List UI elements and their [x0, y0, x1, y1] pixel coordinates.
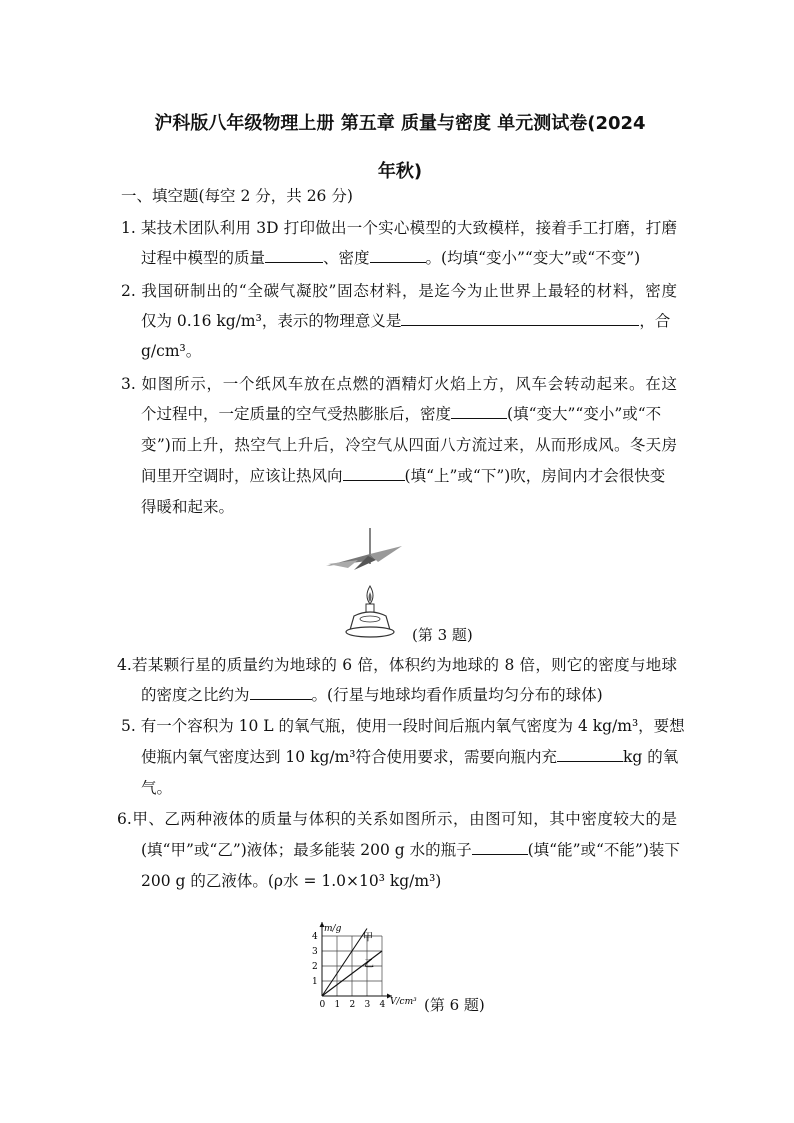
q3-line-5: 得暖和起来。	[141, 498, 235, 516]
series-label: 乙	[364, 959, 374, 970]
q2-line-1: 2. 我国研制出的“全碳气凝胶”固态材料，是迄今为止世界上最轻的材料，密度	[121, 282, 677, 300]
q3-line-1: 3. 如图所示，一个纸风车放在点燃的酒精灯火焰上方，风车会转动起来。在这	[121, 375, 677, 393]
y-tick-label: 4	[312, 932, 318, 942]
x-tick-label: 3	[364, 1000, 371, 1010]
q2-line-3: g/cm³。	[141, 342, 202, 360]
title-line-1: 沪科版八年级物理上册 第五章 质量与密度 单元测试卷(2024	[154, 113, 646, 134]
q5-line-2: 使瓶内氧气密度达到 10 kg/m³符合使用要求，需要向瓶内充 kg 的氧	[141, 748, 679, 766]
q6-line-1: 6.甲、乙两种液体的质量与体积的关系如图所示，由图可知，其中密度较大的是	[117, 810, 677, 828]
y-tick-label: 1	[312, 977, 318, 987]
answer-blank[interactable]	[401, 311, 639, 326]
series-label: 甲	[363, 932, 373, 944]
q3-line-3: 变”)而上升，热空气上升后，冷空气从四面八方流过来，从而形成风。冬天房	[141, 436, 677, 454]
q5-line-3: 气。	[141, 779, 173, 797]
x-tick-label: 1	[334, 1000, 341, 1010]
chart-labels	[312, 924, 417, 1010]
figure-caption-q6: (第 6 题)	[424, 996, 485, 1014]
x-tick-label: 4	[379, 1000, 386, 1010]
x-tick-label: 0	[319, 1000, 326, 1010]
x-tick-label: 2	[349, 1000, 356, 1010]
windmill-lamp-figure	[318, 524, 408, 644]
q4-line-2: 的密度之比约为 。(行星与地球均看作质量均匀分布的球体)	[141, 686, 603, 704]
answer-blank[interactable]	[557, 747, 623, 762]
q2-line-2: 仅为 0.16 kg/m³，表示的物理意义是 ，合	[141, 312, 671, 330]
q6-line-3: 200 g 的乙液体。(ρ水 = 1.0×10³ kg/m³)	[141, 872, 442, 890]
q5-line-1: 5. 有一个容积为 10 L 的氧气瓶，使用一段时间后瓶内氧气密度为 4 kg/m³，要想	[121, 717, 685, 735]
q4-line-1: 4.若某颗行星的质量约为地球的 6 倍，体积约为地球的 8 倍，则它的密度与地球	[117, 656, 677, 674]
x-axis-label: V/cm³	[390, 997, 417, 1007]
q1-line-2: 过程中模型的质量 、密度 。(均填“变小”“变大”或“不变”)	[141, 249, 641, 267]
y-tick-label: 2	[312, 962, 318, 972]
answer-blank[interactable]	[472, 840, 528, 855]
answer-blank[interactable]	[451, 404, 507, 419]
q3-line-2: 个过程中，一定质量的空气受热膨胀后，密度 (填“变大”“变小”或“不	[141, 405, 662, 423]
answer-blank[interactable]	[370, 248, 426, 263]
figure-caption-q3: (第 3 题)	[412, 626, 473, 644]
q6-line-2: (填“甲”或“乙”)液体；最多能装 200 g 水的瓶子 (填“能”或“不能”)装下	[141, 841, 680, 859]
q3-line-4: 间里开空调时，应该让热风向 (填“上”或“下”)吹，房间内才会很快变	[141, 467, 666, 485]
answer-blank[interactable]	[265, 248, 323, 263]
q1-line-1: 1. 某技术团队利用 3D 打印做出一个实心模型的大致模样，接着手工打磨，打磨	[121, 219, 677, 237]
section-heading: 一、填空题(每空 2 分，共 26 分)	[121, 187, 353, 205]
answer-blank[interactable]	[343, 466, 405, 481]
mass-volume-chart	[308, 900, 426, 1012]
page-title	[100, 100, 700, 196]
series-line-1	[322, 929, 367, 997]
answer-blank[interactable]	[250, 685, 312, 700]
y-axis-label: m/g	[324, 924, 342, 934]
y-tick-label: 3	[312, 947, 318, 957]
title-line-2: 年秋)	[377, 161, 423, 182]
